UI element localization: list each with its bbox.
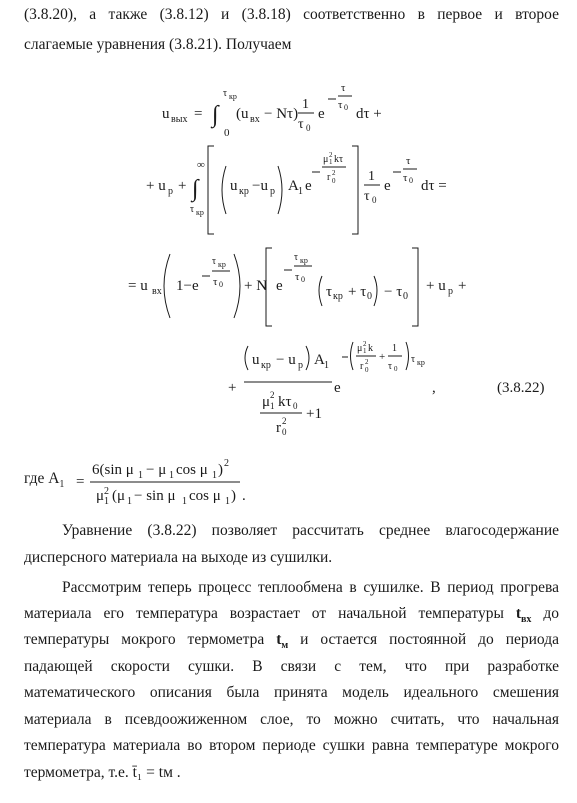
- svg-text:0: 0: [219, 280, 223, 289]
- svg-text:dτ +: dτ +: [356, 106, 382, 122]
- svg-text:0: 0: [282, 427, 287, 437]
- svg-text:e: e: [334, 380, 341, 396]
- svg-text:−u: −u: [252, 178, 268, 194]
- svg-text:μ: μ: [96, 488, 105, 504]
- svg-text:1: 1: [212, 470, 217, 481]
- svg-text:2: 2: [282, 416, 287, 426]
- paragraph-2-line-8: термометра, т.е. t̄₁ = tм .: [24, 764, 181, 781]
- svg-text:r: r: [327, 172, 331, 183]
- svg-text:0: 0: [301, 275, 305, 284]
- svg-text:τ: τ: [411, 354, 416, 365]
- svg-text:u: u: [230, 178, 238, 194]
- svg-text:0: 0: [365, 366, 369, 374]
- svg-text:r: r: [276, 420, 281, 436]
- svg-text:e: e: [276, 278, 283, 294]
- paragraph-1-line-1: Уравнение (3.8.22) позволяет рассчитать среднее влагосодержание: [62, 522, 559, 539]
- svg-text:− τ: − τ: [384, 284, 403, 300]
- svg-text:кр: кр: [261, 360, 271, 371]
- svg-text:6(sin μ: 6(sin μ: [92, 462, 134, 478]
- svg-text:1: 1: [298, 186, 303, 197]
- svg-text:кр: кр: [300, 256, 308, 265]
- svg-text:1: 1: [138, 470, 143, 481]
- svg-text:кр: кр: [417, 358, 425, 367]
- paragraph-2-line-5: математического описания была принята модель идеального смешения: [24, 684, 559, 701]
- svg-text:k: k: [368, 343, 373, 354]
- paragraph-1-line-2: дисперсного материала на выходе из сушилки.: [24, 549, 333, 566]
- svg-text:= u: = u: [128, 278, 148, 294]
- svg-text:+ u: + u: [426, 278, 446, 294]
- svg-text:+: +: [379, 351, 386, 363]
- svg-text:кр: кр: [239, 186, 249, 197]
- svg-text:τ: τ: [298, 117, 304, 132]
- paragraph-2-line-7: температура материала во втором периоде сушки равна температуре мокрого: [24, 737, 559, 754]
- svg-text:τ: τ: [364, 189, 370, 204]
- svg-text:1: 1: [225, 496, 230, 507]
- symbol-t-vh: t: [515, 605, 521, 622]
- svg-text:2: 2: [363, 340, 367, 348]
- equation-number: (3.8.22): [497, 380, 545, 396]
- paragraph-2-line-2: материала его температура возрастает от начальной температуры $t_{вх}$ до: [24, 605, 559, 626]
- svg-text:cos μ: cos μ: [189, 488, 221, 504]
- svg-text:кр: кр: [196, 208, 204, 217]
- svg-text:1: 1: [104, 496, 109, 507]
- svg-text:dτ =: dτ =: [421, 178, 447, 194]
- svg-text:0: 0: [409, 176, 413, 185]
- svg-text:μ: μ: [357, 343, 363, 354]
- paragraph-2-line-1: Рассмотрим теперь процесс теплообмена в сушилке. В период прогрева: [62, 579, 559, 596]
- svg-text:0: 0: [332, 177, 336, 185]
- svg-text:∞: ∞: [197, 159, 205, 171]
- svg-text:τ: τ: [388, 361, 393, 372]
- svg-text:р: р: [168, 186, 173, 197]
- svg-text:1: 1: [127, 496, 132, 507]
- svg-text:A: A: [288, 178, 299, 194]
- svg-text:e: e: [305, 178, 312, 194]
- svg-text:τ: τ: [403, 172, 408, 184]
- where-prefix: где $A_1$: [24, 470, 65, 491]
- svg-text:р: р: [298, 360, 303, 371]
- svg-text:kτ: kτ: [278, 394, 292, 410]
- svg-text:2: 2: [329, 151, 333, 159]
- svg-text:r: r: [360, 361, 364, 372]
- svg-text:+ N: + N: [244, 278, 268, 294]
- svg-text:вх: вх: [250, 114, 260, 125]
- svg-text:кр: кр: [333, 291, 343, 302]
- svg-text:вх: вх: [152, 286, 162, 297]
- svg-text:0: 0: [306, 123, 311, 133]
- svg-text:τ: τ: [338, 99, 343, 111]
- svg-text:+1: +1: [306, 406, 322, 422]
- svg-text:+: +: [458, 278, 467, 294]
- svg-text:1: 1: [182, 496, 187, 507]
- svg-text:(u: (u: [236, 106, 249, 122]
- svg-text:τ: τ: [190, 204, 195, 215]
- svg-text:− μ: − μ: [146, 462, 167, 478]
- svg-text:τ: τ: [213, 276, 218, 288]
- intro-line-2: слагаемые уравнения (3.8.21). Получаем: [24, 36, 292, 53]
- svg-text:0: 0: [394, 365, 398, 373]
- svg-text:0: 0: [344, 103, 348, 112]
- svg-text:=: =: [194, 106, 203, 122]
- svg-text:1: 1: [363, 347, 367, 355]
- svg-text:р: р: [448, 286, 453, 297]
- paragraph-2-line-4: падающей скорости сушки. В связи с тем, что при разработке: [24, 658, 559, 675]
- svg-text:0: 0: [224, 127, 230, 139]
- svg-text:+: +: [178, 178, 187, 194]
- svg-text:u: u: [252, 352, 260, 368]
- svg-text:1: 1: [302, 97, 309, 112]
- svg-text:kτ: kτ: [334, 154, 344, 165]
- svg-text:0: 0: [293, 401, 298, 411]
- svg-text:− u: − u: [276, 352, 296, 368]
- svg-text:τ: τ: [295, 271, 300, 283]
- svg-text:2: 2: [104, 486, 109, 497]
- svg-text:e: e: [384, 178, 391, 194]
- svg-text:р: р: [270, 186, 275, 197]
- svg-text:=: =: [76, 474, 85, 490]
- paragraph-2-line-6: материала в псевдоожиженном слое, то можно считать, что начальная: [24, 711, 559, 728]
- svg-text:кр: кр: [229, 92, 237, 101]
- svg-text:): ): [231, 488, 236, 504]
- svg-text:1: 1: [270, 401, 275, 411]
- paragraph-2-line-3: температуры мокрого термометра $t_м$ и остается постоянной до периода: [24, 631, 560, 652]
- svg-text:− sin μ: − sin μ: [134, 488, 176, 504]
- svg-text:μ: μ: [262, 394, 271, 410]
- svg-text:+ τ: + τ: [348, 284, 367, 300]
- svg-text:1: 1: [324, 360, 329, 371]
- svg-text:2: 2: [224, 458, 229, 469]
- svg-text:+ u: + u: [146, 178, 166, 194]
- svg-text:2: 2: [332, 169, 336, 177]
- svg-text:0: 0: [403, 291, 408, 302]
- svg-text:τ: τ: [406, 155, 411, 167]
- svg-text:τ: τ: [341, 82, 346, 94]
- svg-text:+: +: [228, 380, 237, 396]
- svg-text:0: 0: [367, 291, 372, 302]
- svg-text:кр: кр: [218, 260, 226, 269]
- svg-text:1: 1: [329, 158, 333, 166]
- svg-text:.: .: [242, 488, 246, 504]
- svg-text:0: 0: [372, 195, 377, 205]
- symbol-t-m: t: [276, 631, 282, 648]
- svg-text:1: 1: [169, 470, 174, 481]
- svg-text:μ: μ: [323, 154, 329, 165]
- svg-text:1−e: 1−e: [176, 278, 199, 294]
- svg-text:1: 1: [392, 343, 397, 354]
- svg-text:τ: τ: [212, 256, 217, 267]
- svg-text:вых: вых: [171, 114, 188, 125]
- svg-text:τ: τ: [223, 88, 228, 99]
- svg-text:τ: τ: [294, 252, 299, 263]
- svg-text:∫: ∫: [212, 102, 219, 128]
- svg-text:∫: ∫: [192, 176, 199, 202]
- equation-comma: ,: [432, 380, 436, 396]
- svg-text:− Nτ): − Nτ): [264, 106, 299, 122]
- intro-line-1: (3.8.20), а также (3.8.12) и (3.8.18) соответственно в первое и второе: [24, 6, 559, 23]
- svg-text:(μ: (μ: [112, 488, 126, 504]
- svg-text:τ: τ: [326, 284, 333, 300]
- svg-text:2: 2: [365, 358, 369, 366]
- svg-text:cos μ: cos μ: [176, 462, 208, 478]
- svg-text:2: 2: [270, 390, 275, 400]
- svg-text:u: u: [162, 106, 170, 122]
- svg-text:A: A: [314, 352, 325, 368]
- svg-text:1: 1: [368, 169, 375, 184]
- svg-text:): ): [218, 462, 223, 478]
- svg-text:e: e: [318, 106, 325, 122]
